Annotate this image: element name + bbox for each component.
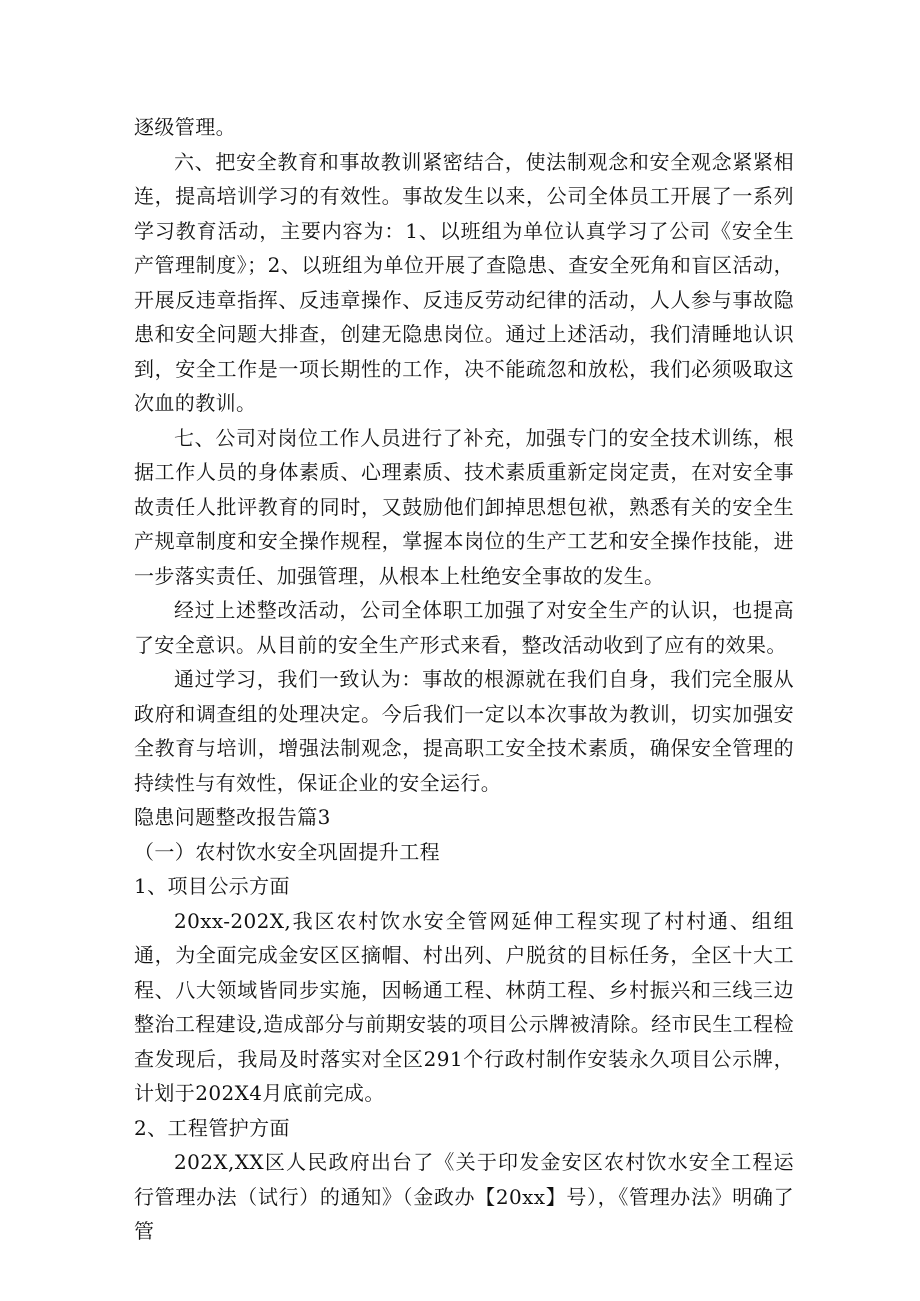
paragraph-engineering-management: 202X,XX区人民政府出台了《关于印发金安区农村饮水安全工程运行管理办法（试行）的通知》（金政办【20xx】号），《管理办法》明确了管 bbox=[134, 1150, 794, 1243]
paragraph-continuation: 逐级管理。 bbox=[134, 115, 236, 139]
paragraph-conclusion: 通过学习，我们一致认为：事故的根源就在我们自身，我们完全服从政府和调查组的处理决定。今后我们一定以本次事故为教训，切实加强安全教育与培训，增强法制观念，提高职工安全技术素质，确保安全管理的持续性与有效性，保证企业的安全运行。 bbox=[134, 667, 794, 795]
paragraph-item-six: 六、把安全教育和事故教训紧密结合，使法制观念和安全观念紧紧相连，提高培训学习的有效性。事故发生以来，公司全体员工开展了一系列学习教育活动，主要内容为：1、以班组为单位认真学习了公司《安全生产管理制度》；2、以班组为单位开展了查隐患、查安全死角和盲区活动，开展反违章指挥、反违章操作、反违反劳动纪律的活动，人人参与事故隐患和安全问题大排查，创建无隐患岗位。通过上述活动，我们清睡地认识到，安全工作是一项长期性的工作，决不能疏忽和放松，我们必须吸取这次血的教训。 bbox=[134, 149, 794, 415]
paragraph-summary: 经过上述整改活动，公司全体职工加强了对安全生产的认识，也提高了安全意识。从目前的安全生产形式来看，整改活动收到了应有的效果。 bbox=[134, 598, 794, 657]
item-heading-project-notice: 1、项目公示方面 bbox=[134, 874, 290, 898]
document-body bbox=[134, 110, 794, 1249]
paragraph-project-notice: 20xx-202X,我区农村饮水安全管网延伸工程实现了村村通、组组通，为全面完成金安区区摘帽、村出列、户脱贫的目标任务，全区十大工程、八大领域皆同步实施，因畅通工程、林荫工程、乡村振兴和三线三边整治工程建设,造成部分与前期安装的项目公示牌被清除。经市民生工程检查发现后，我局及时落实对全区291个行政村制作安装永久项目公示牌，计划于202X4月底前完成。 bbox=[134, 908, 794, 1105]
paragraph-item-seven: 七、公司对岗位工作人员进行了补充，加强专门的安全技术训练，根据工作人员的身体素质、心理素质、技术素质重新定岗定责，在对安全事故责任人批评教育的同时，又鼓励他们卸掉思想包袱，熟悉有关的安全生产规章制度和安全操作规程，掌握本岗位的生产工艺和安全操作技能，进一步落实责任、加强管理，从根本上杜绝安全事故的发生。 bbox=[134, 425, 794, 588]
subsection-title: （一）农村饮水安全巩固提升工程 bbox=[134, 839, 440, 864]
section-title: 隐患问题整改报告篇3 bbox=[134, 805, 331, 829]
item-heading-engineering-management: 2、工程管护方面 bbox=[134, 1115, 290, 1140]
